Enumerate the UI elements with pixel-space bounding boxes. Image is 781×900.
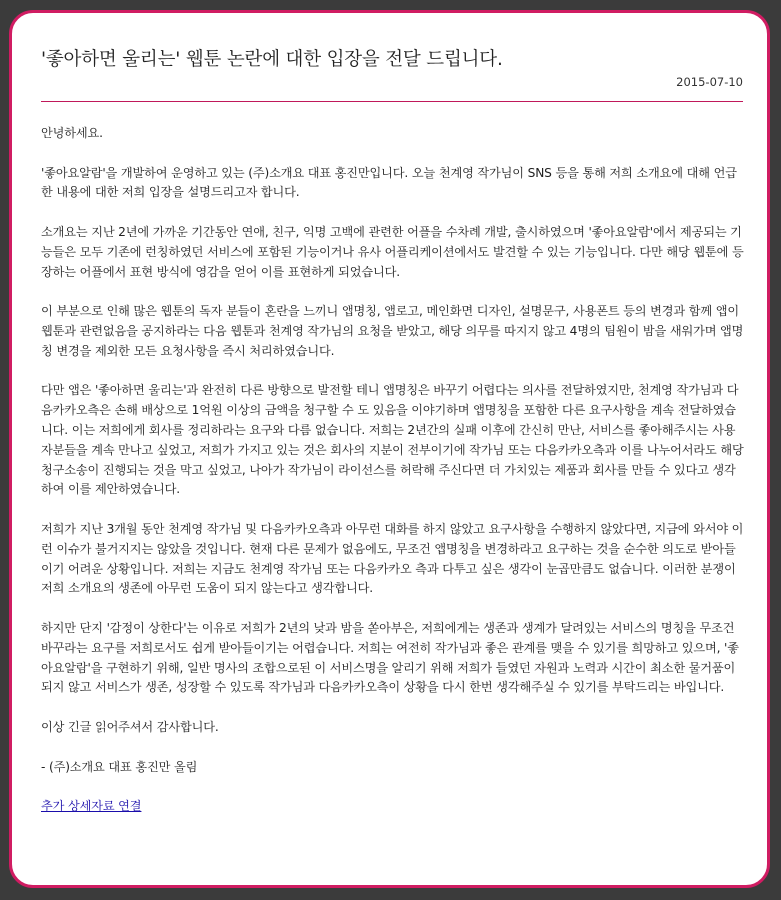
statement-body [41, 124, 746, 837]
intro-paragraph: '좋아요알람'을 개발하여 운영하고 있는 (주)소개요 대표 홍진만입니다. 오늘 천계영 작가님이 SNS 등을 통해 저희 소개요에 대해 언급한 내용에 대한 저희 입장을 설명드리고자 합니다. [41, 165, 737, 200]
title-divider [41, 101, 743, 102]
signature-paragraph: - (주)소개요 대표 홍진만 올림 [41, 759, 198, 774]
greeting-paragraph: 안녕하세요. [41, 126, 103, 140]
statement-card [9, 10, 770, 888]
request-paragraph: 이 부분으로 인해 많은 웹툰의 독자 분들이 혼란을 느끼니 앱명칭, 앱로고, 메인화면 디자인, 설명문구, 사용폰트 등의 변경과 함께 앱이 웹툰과 관련없음을 공지하라는 다음 웹툰과 천계영 작가님의 요청을 받았고, 해당 의무를 따지지 않고 4명의 팀원이 밤을 새워가며 앱명칭 변경을 제외한 모든 요청사항을 즉시 처리하였습니다. [41, 304, 744, 358]
more-info-row [41, 797, 746, 817]
thanks-paragraph: 이상 긴글 읽어주셔서 감사합니다. [41, 719, 219, 734]
background-paragraph: 소개요는 지난 2년에 가까운 기간동안 연애, 친구, 익명 고백에 관련한 어플을 수차례 개발, 출시하였으며 '좋아요알람'에서 제공되는 기능들은 모두 기존에 런칭하였던 서비스에 포함된 기능이거나 유사 어플리케이션에서도 발견할 수 있는 기능입니다. 다만 해당 웹툰에 등장하는 어플에서 표현 방식에 영감을 얻어 이를 표현하게 되었습니다. [41, 224, 744, 279]
negotiation-paragraph: 다만 앱은 '좋아하면 울리는'과 완전히 다른 방향으로 발전할 테니 앱명칭은 바꾸기 어렵다는 의사를 전달하였지만, 천계영 작가님과 다음카카오측은 손해 배상으로 1억원 이상의 금액을 청구할 수 도 있음을 이야기하며 앱명칭을 포함한 다른 요구사항을 계속 전달하였습니다. 이는 저희에게 회사를 정리하라는 요구와 다름 없습니다. 저희는 2년간의 실패 이후에 간신히 만난, 서비스를 좋아해주시는 사용자분들을 계속 만나고 싶었고, 저희가 가지고 있는 것은 회사의 지분이 전부이기에 작가님 또는 다음카카오측과 이를 나누어서라도 해당 청구소송이 진행되는 것을 막고 싶었고, 나아가 작가님이 라이선스를 허락해 주신다면 더 가치있는 제품과 회사를 만들 수 있다고 생각하여 이를 제안하였습니다. [41, 383, 744, 497]
more-details-link[interactable]: 추가 상세자료 연결 [41, 799, 142, 814]
situation-paragraph: 저희가 지난 3개월 동안 천계영 작가님 및 다음카카오측과 아무런 대화를 하지 않았고 요구사항을 수행하지 않았다면, 지금에 와서야 이런 이슈가 불거지지는 않았을 것입니다. 현재 다른 문제가 없음에도, 무조건 앱명칭을 변경하라고 요구하는 것을 순수한 의도로 받아들이기 어려운 상황입니다. 저희는 지금도 천계영 작가님 또는 다음카카오 측과 다투고 싶은 생각이 눈곱만큼도 없습니다. 이러한 분쟁이 저희 소개요의 생존에 아무런 도움이 되지 않는다고 생각합니다. [41, 521, 744, 596]
page-title: '좋아하면 울리는' 웹툰 논란에 대한 입장을 전달 드립니다. [41, 49, 503, 70]
post-date: 2015-07-10 [676, 75, 743, 89]
appeal-paragraph: 하지만 단지 '감정이 상한다'는 이유로 저희가 2년의 낮과 밤을 쏟아부은, 저희에게는 생존과 생계가 달려있는 서비스의 명칭을 무조건 바꾸라는 요구를 저희로서도 쉽게 받아들이기는 어렵습니다. 저희는 여전히 작가님과 좋은 관계를 맺을 수 있기를 희망하고 있으며, '좋아요알람'을 구현하기 위해, 일반 명사의 조합으로된 이 서비스명을 알리기 위해 저희가 들였던 자원과 노력과 시간이 최소한 물거품이 되지 않고 서비스가 생존, 성장할 수 있도록 작가님과 다음카카오측이 상황을 다시 한번 생각해주실 수 있기를 부탁드리는 바입니다. [41, 620, 739, 695]
